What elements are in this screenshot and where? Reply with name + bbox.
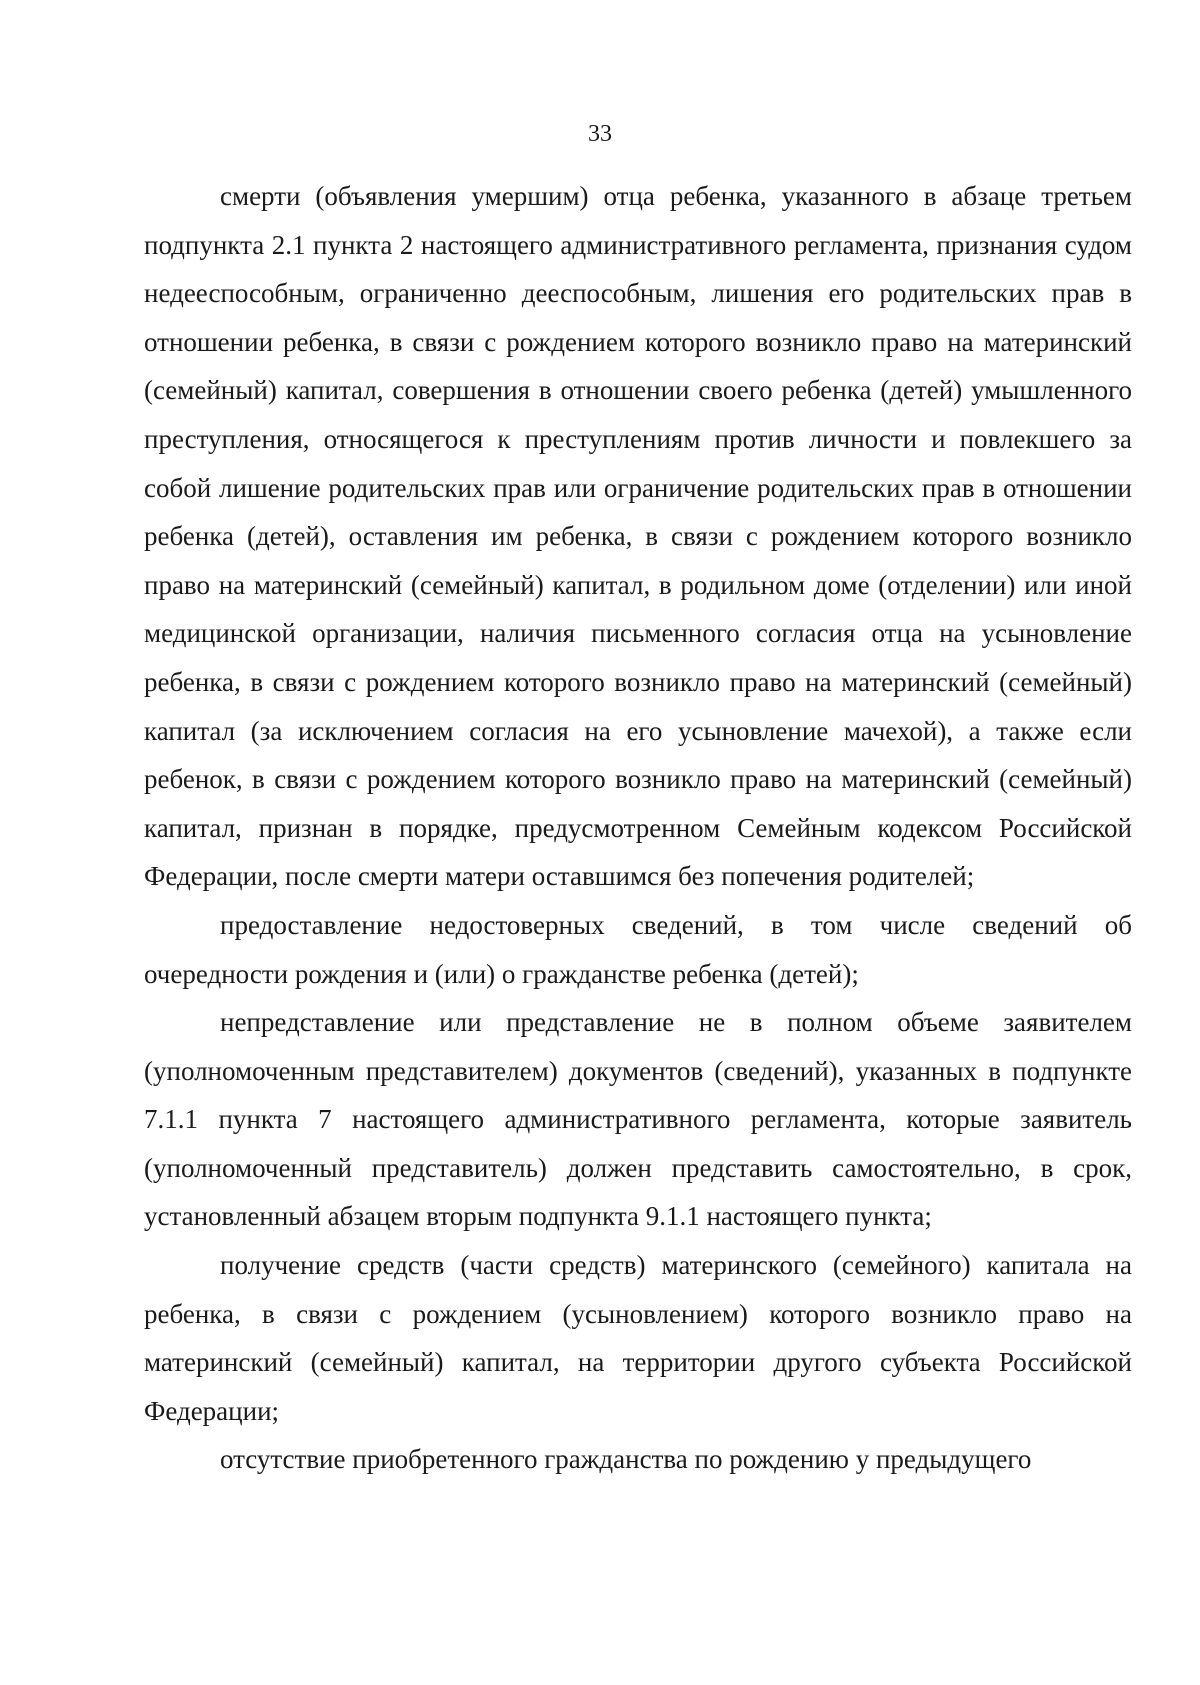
document-body	[144, 172, 1132, 1484]
paragraph-incomplete-documents: непредставление или представление не в полном объеме заявителем (уполномоченным представителем) документов (сведений), указанных в подпункте 7.1.1 пункта 7 настоящего административного регламента, которые заявитель (уполномоченный представитель) должен представить самостоятельно, в срок, установленный абзацем вторым подпункта 9.1.1 настоящего пункта;	[144, 1007, 1132, 1232]
paragraph-other-region-funds: получение средств (части средств) материнского (семейного) капитала на ребенка, в связи с рождением (усыновлением) которого возникло право на материнский (семейный) капитал, на территории другого субъекта Российской Федерации;	[144, 1250, 1132, 1426]
page-number: 33	[588, 121, 612, 147]
paragraph-continuation: смерти (объявления умершим) отца ребенка, указанного в абзаце третьем подпункта 2.1 пункта 2 настоящего административного регламента, признания судом недееспособным, ограниченно дееспособным, лишения его родительских прав в отношении ребенка, в связи с рождением которого возникло право на материнский (семейный) капитал, совершения в отношении своего ребенка (детей) умышленного преступления, относящегося к преступлениям против личности и повлекшего за собой лишение родительских прав или ограничение родительских прав в отношении ребенка (детей), оставления им ребенка, в связи с рождением которого возникло право на материнский (семейный) капитал, в родильном доме (отделении) или иной медицинской организации, наличия письменного согласия отца на усыновление ребенка, в связи с рождением которого возникло право на материнский (семейный) капитал (за исключением согласия на его усыновление мачехой), а также если ребенок, в связи с рождением которого возникло право на материнский (семейный) капитал, признан в порядке, предусмотренном Семейным кодексом Российской Федерации, после смерти матери оставшимся без попечения родителей;	[144, 181, 1132, 892]
paragraph-citizenship: отсутствие приобретенного гражданства по рождению у предыдущего	[220, 1444, 1032, 1475]
paragraph-false-information: предоставление недостоверных сведений, в том числе сведений об очередности рождения и (или) о гражданстве ребенка (детей);	[144, 909, 1132, 989]
